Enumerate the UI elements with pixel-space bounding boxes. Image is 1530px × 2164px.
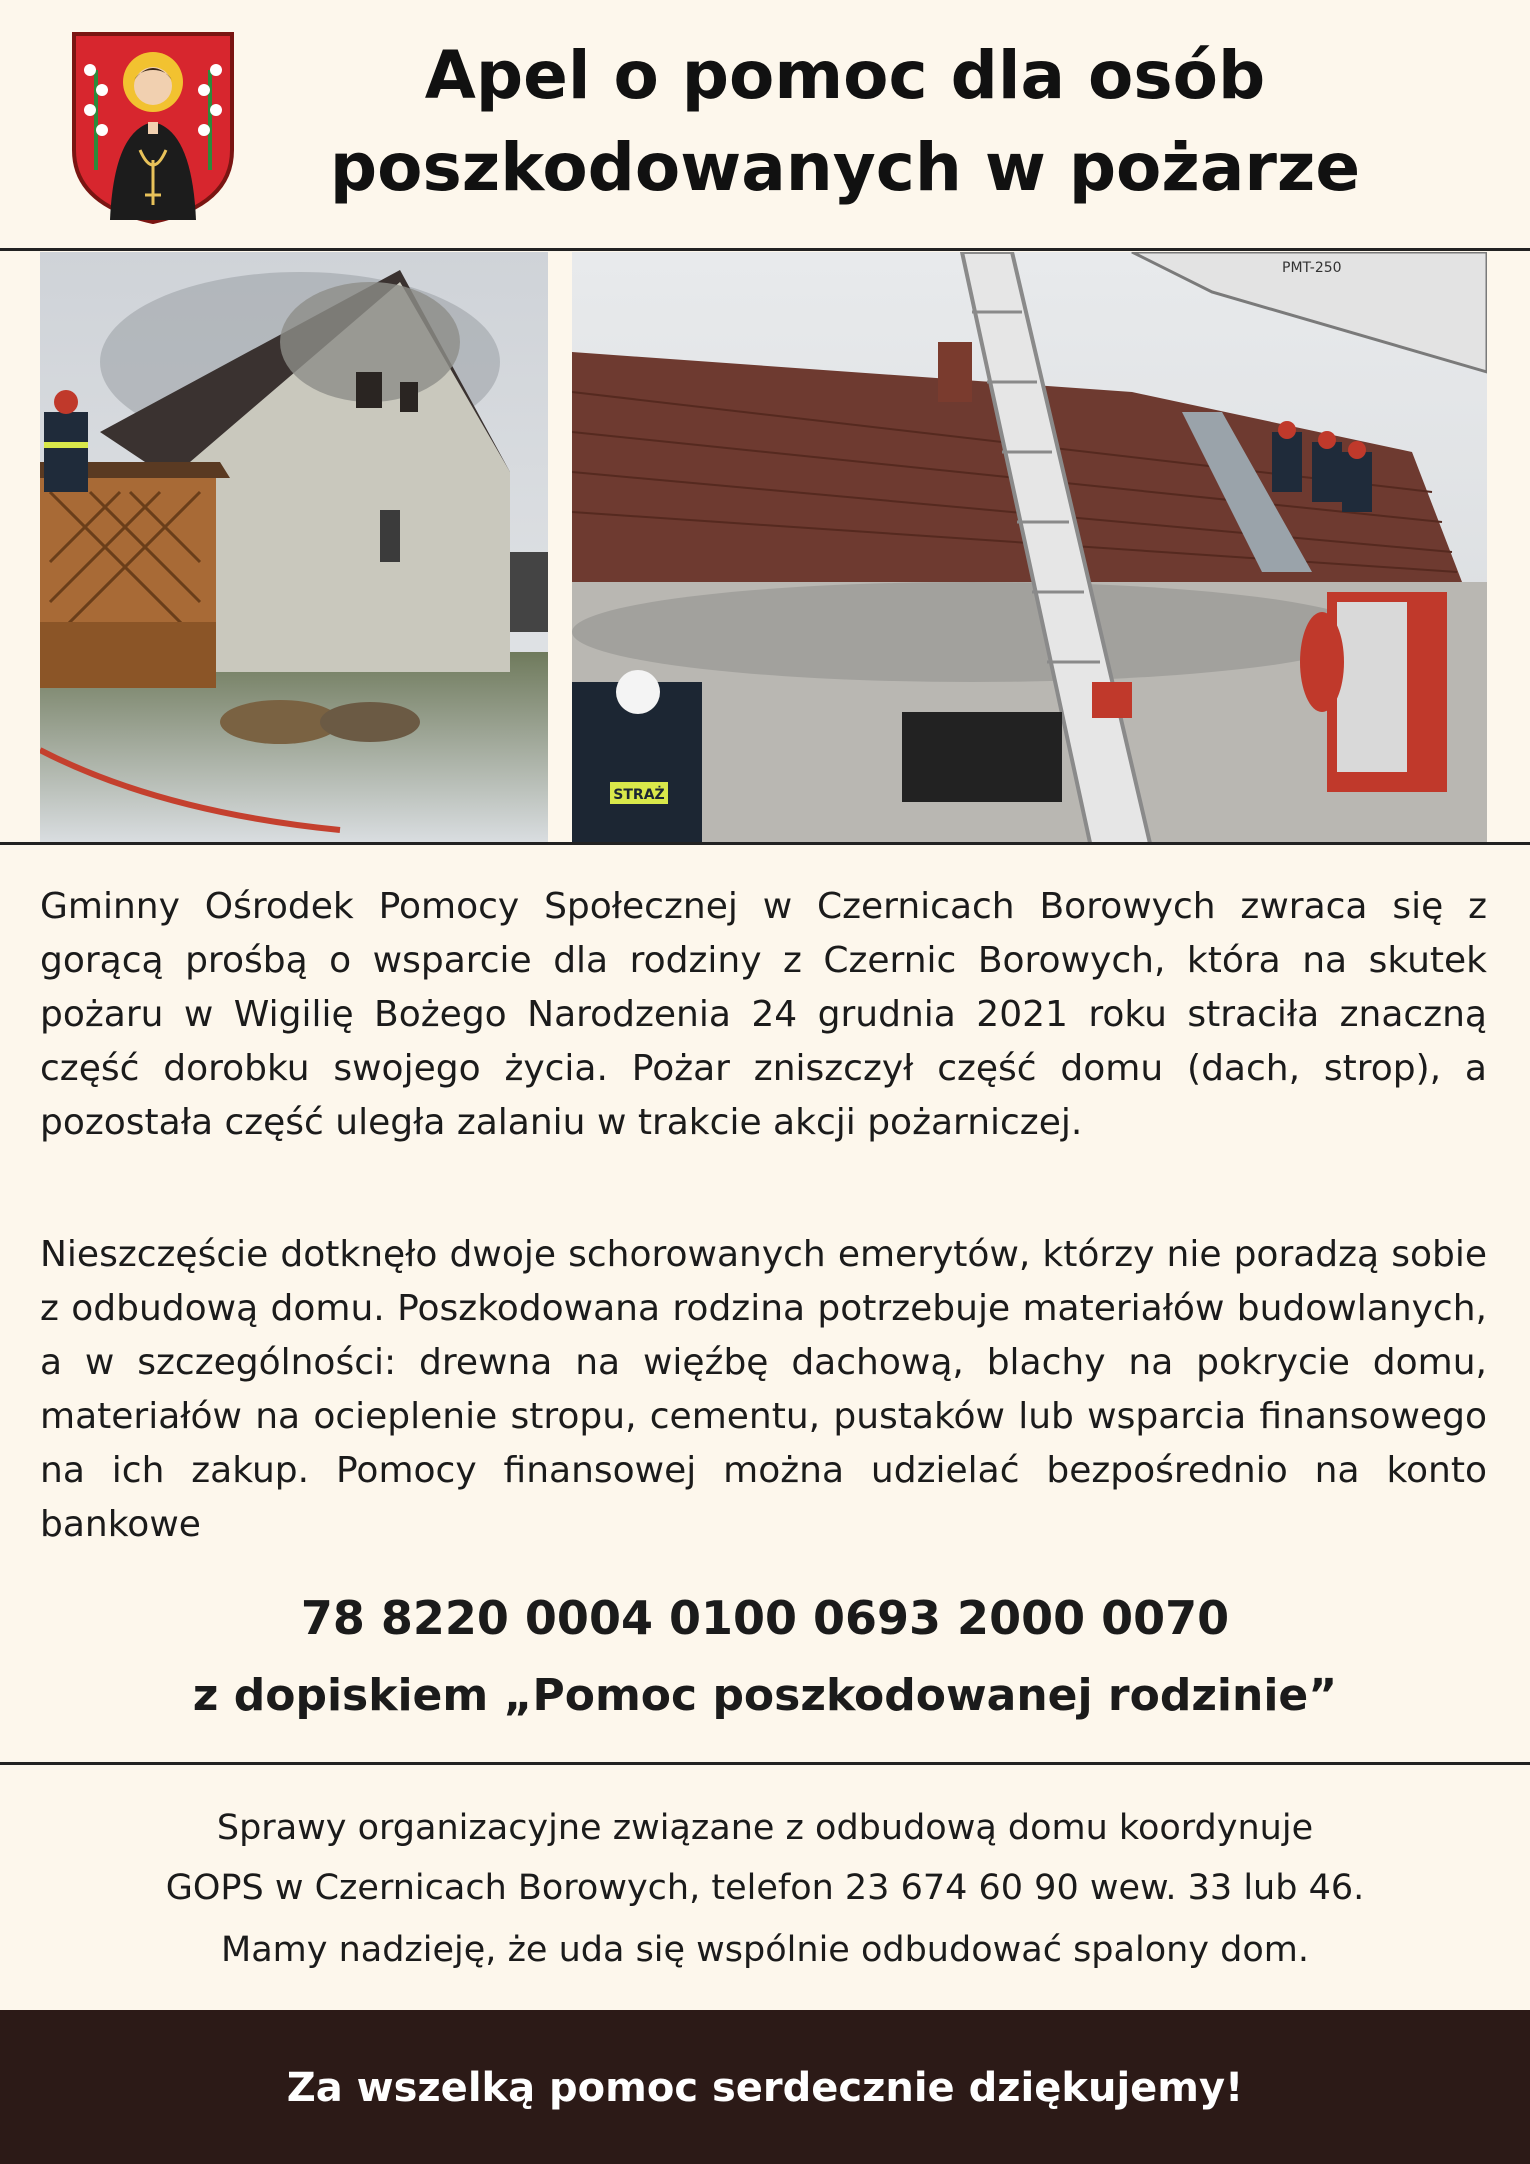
header <box>0 0 1530 248</box>
coat-of-arms-icon <box>70 30 236 226</box>
footer-banner <box>0 2010 1530 2164</box>
page-title <box>250 30 1440 214</box>
title-line-1: Apel o pomoc dla osób <box>424 37 1266 114</box>
divider-top <box>0 248 1530 251</box>
contact-line-3: Mamy nadzieję, że uda się wspólnie odbudować spalony dom. <box>221 1930 1309 1970</box>
divider-contact <box>0 1762 1530 1765</box>
vest-label: STRAŻ <box>613 787 665 803</box>
title-line-2: poszkodowanych w pożarze <box>329 129 1361 206</box>
contact-line-1: Sprawy organizacyjne związane z odbudową domu koordynuje <box>216 1808 1314 1848</box>
transfer-title-note: z dopiskiem „Pomoc poszkodowanej rodzinie” <box>192 1670 1338 1721</box>
paragraph-appeal: Gminny Ośrodek Pomocy Społecznej w Czernicach Borowych zwraca się z gorącą prośbą o wsparcie dla rodziny z Czernic Borowych, która na skutek pożaru w Wigilię Bożego Narodzenia 24 grudnia 2021 roku straciła znaczną część dorobku swojego życia. Pożar zniszczył część domu (dach, strop), a pozostała część uległa zalaniu w trakcie akcji pożarniczej. <box>40 886 1487 1143</box>
paragraph-needs: Nieszczęście dotknęło dwoje schorowanych emerytów, którzy nie poradzą sobie z odbudową domu. Poszkodowana rodzina potrzebuje materiałów budowlanych, a w szczególności: drewna na więźbę dachową, blachy na pokrycie domu, materiałów na ocieplenie stropu, cementu, pustaków lub wsparcia finansowego na ich zakup. Pomocy finansowej można udzielać bezpośrednio na konto bankowe <box>40 1234 1487 1545</box>
bank-account-number: 78 8220 0004 0100 0693 2000 0070 <box>300 1591 1230 1645</box>
footer-thanks: Za wszelką pomoc serdecznie dziękujemy! <box>286 2065 1244 2111</box>
firefighters-roof-photo <box>572 252 1487 842</box>
divider-photos <box>0 842 1530 845</box>
contact-line-2: GOPS w Czernicach Borowych, telefon 23 674 60 90 wew. 33 lub 46. <box>165 1868 1365 1908</box>
svg-text:PMT-250: PMT-250 <box>1282 260 1342 276</box>
burned-house-photo <box>40 252 548 842</box>
